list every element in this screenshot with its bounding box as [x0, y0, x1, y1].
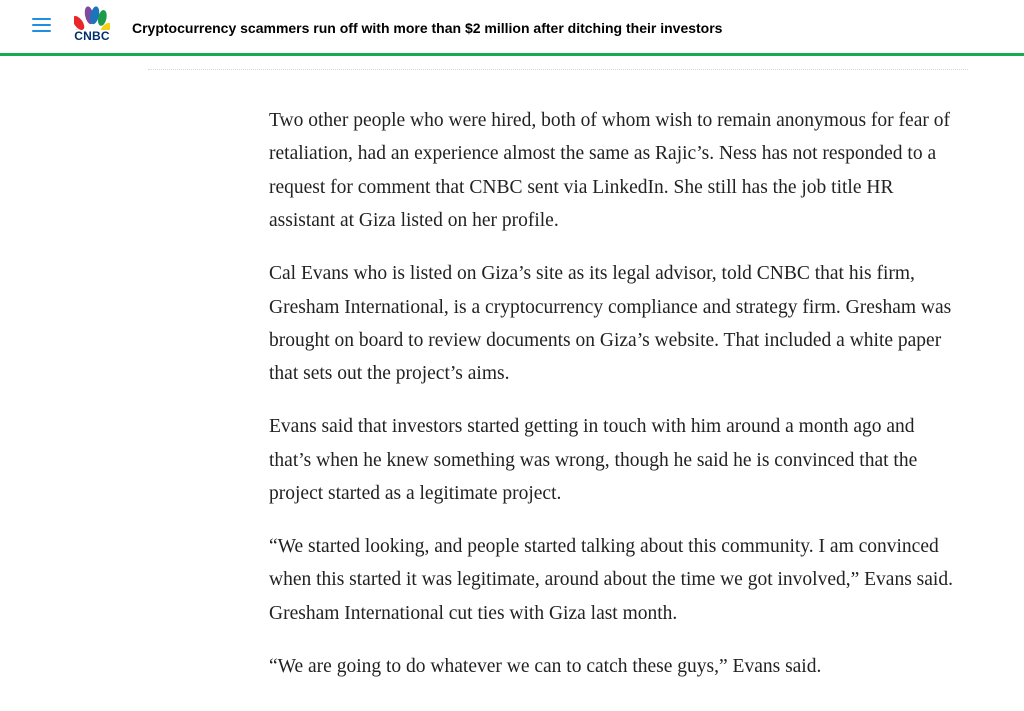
peacock-icon [74, 6, 110, 30]
logo-text: CNBC [74, 29, 110, 43]
article-paragraph: Evans said that investors started getting in touch with him around a month ago and that’s when he knew something was wrong, though he said he is convinced that the project started as a legitimate project. [269, 416, 918, 505]
hamburger-menu-icon[interactable] [32, 18, 51, 33]
article-body [269, 104, 959, 703]
article-paragraph: Two other people who were hired, both of whom wish to remain anonymous for fear of retaliation, had an experience almost the same as Rajic’s. Ness has not responded to a request for comment that CNBC sent via LinkedIn. She still has the job title HR assistant at Giza listed on her profile. [269, 110, 950, 232]
article-paragraph: Cal Evans who is listed on Giza’s site as its legal advisor, told CNBC that his firm, Gresham International, is a cryptocurrency compliance and strategy firm. Gresham was brought on board to review documents on Giza’s website. That included a white paper that sets out the project’s aims. [269, 263, 952, 385]
article-paragraph: “We started looking, and people started talking about this community. I am convinced when this started it was legitimate, around about the time we got involved,” Evans said. Gresham International cut ties with Giza last month. [269, 535, 953, 624]
article-headline[interactable]: Cryptocurrency scammers run off with more than $2 million after ditching their investors [132, 20, 723, 36]
top-navigation-bar [0, 0, 1024, 56]
cnbc-logo[interactable] [68, 6, 116, 44]
section-divider [148, 69, 968, 70]
article-paragraph: “We are going to do whatever we can to catch these guys,” Evans said. [269, 655, 822, 677]
